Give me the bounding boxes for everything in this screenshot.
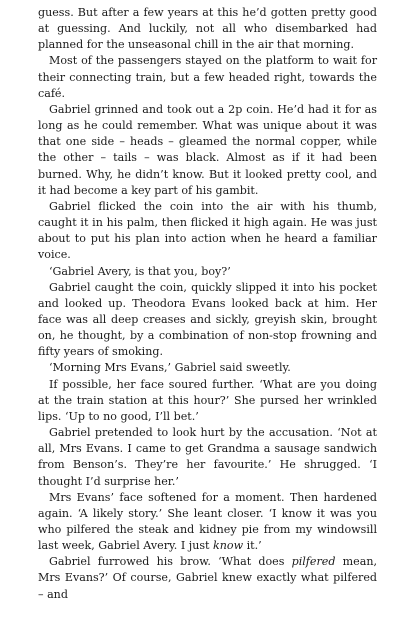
paragraph-10 (38, 490, 377, 555)
paragraph-9 (38, 425, 377, 490)
text-run: Gabriel flicked the coin into the air with his thumb, caught it in his palm, then flicked it high again. He was just about to put his plan into action when he heard a familiar voice. (38, 199, 377, 262)
text-run: Mrs Evans’ face softened for a moment. Then hardened again. ‘A likely story.’ She leant closer. ‘I know it was you who pilfered the steak and kidney pie from my windowsill last week, Gabriel Avery. I just (38, 490, 377, 553)
book-page (38, 5, 377, 603)
emphasis: know (213, 539, 244, 553)
paragraph-4 (38, 199, 377, 264)
paragraph-3 (38, 102, 377, 199)
text-run: ‘Morning Mrs Evans,’ Gabriel said sweetly. (49, 361, 291, 375)
text-run: Gabriel grinned and took out a 2p coin. He’d had it for as long as he could remember. What was unique about it was that one side – heads – gleamed the normal copper, while the other – tails – was black. Almost as if it had been burned. Why, he didn’t know. But it looked pretty cool, and it had become a key part of his gambit. (38, 102, 377, 197)
text-run: If possible, her face soured further. ‘What are you doing at the train station at this hour?’ She pursed her wrinkled lips. ‘Up to no good, I’ll bet.’ (38, 377, 377, 423)
text-run: it.’ (243, 539, 262, 553)
text-run: mean, Mrs Evans?’ Of course, Gabriel knew exactly what pilfered – and (38, 555, 377, 601)
text-run: Most of the passengers stayed on the platform to wait for their connecting train, but a few headed right, towards the café. (38, 54, 377, 100)
paragraph-2 (38, 53, 377, 101)
paragraph-7 (38, 360, 377, 376)
paragraph-5 (38, 264, 377, 280)
text-run: Gabriel caught the coin, quickly slipped it into his pocket and looked up. Theodora Evans looked back at him. Her face was all deep creases and sickly, greyish skin, brought on, he thought, by a combination of non-stop frowning and fifty years of smoking. (38, 280, 377, 359)
text-run: Gabriel furrowed his brow. ‘What does (49, 555, 292, 569)
emphasis: pilfered (291, 555, 336, 569)
paragraph-8 (38, 377, 377, 425)
paragraph-6 (38, 280, 377, 361)
text-run: Gabriel pretended to look hurt by the accusation. ‘Not at all, Mrs Evans. I came to get Grandma a sausage sandwich from Benson’s. They’re her favourite.’ He shrugged. ‘I thought I’d surprise her.’ (38, 426, 377, 488)
text-run: guess. But after a few years at this he’d gotten pretty good at guessing. And luckily, not all who disembarked had planned for the unseasonal chill in the air that morning. (38, 6, 377, 52)
paragraph-11 (38, 554, 377, 602)
text-run: ‘Gabriel Avery, is that you, boy?’ (49, 264, 231, 278)
paragraph-1 (38, 5, 377, 53)
